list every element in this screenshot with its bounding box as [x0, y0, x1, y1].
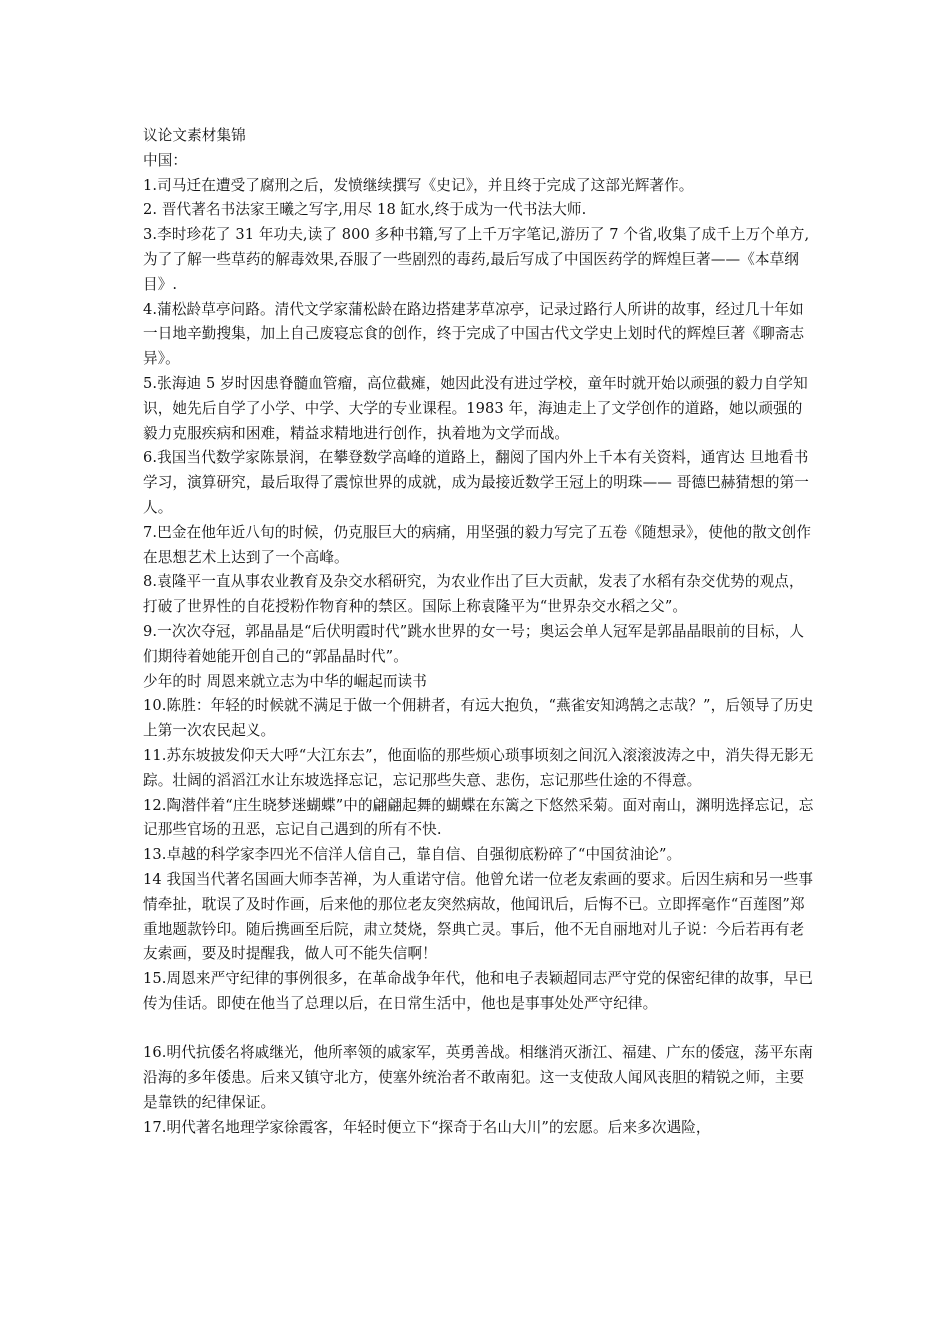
paragraph-13: 13.卓越的科学家李四光不信洋人信自己，靠自信、自强彻底粉碎了“中国贫油论”。 — [143, 846, 682, 864]
paragraph-7: 7.巴金在他年近八旬的时候，仍克服巨大的病痛，用坚强的毅力写完了五卷《随想录》，使他的散文创作在思想艺术上达到了一个高峰。 — [143, 523, 812, 566]
paragraph-15: 15.周恩来严守纪律的事例很多，在革命战争年代，他和电子表颖超同志严守党的保密纪律的故事，早已传为佳话。即使在他当了总理以后，在日常生活中，他也是事事处处严守纪律。 — [143, 970, 814, 1012]
document-title: 议论文素材集锦 — [143, 127, 246, 144]
paragraph-11: 11.苏东坡披发仰天大呼“大江东去”，他面临的那些烦心琐事顷刻之间沉入滚滚波涛之中，消失得无影无踪。壮阔的滔滔江水让东坡选择忘记，忘记那些失意、悲伤，忘记那些仕途的不得意。 — [143, 746, 814, 789]
document-body — [143, 124, 817, 1141]
paragraph-12: 12.陶潜伴着“庄生晓梦迷蝴蝶”中的翩翩起舞的蝴蝶在东篱之下悠然采菊。面对南山，渊明选择忘记，忘记那些官场的丑恶，忘记自己遇到的所有不快. — [143, 796, 814, 839]
paragraph-6: 6.我国当代数学家陈景润，在攀登数学高峰的道路上，翻阅了国内外上千本有关资料，通宵达 旦地看书学习，演算研究，最后取得了震惊世界的成就，成为最接近数学王冠上的明珠—— 哥德巴赫猜想的第一人。 — [143, 449, 809, 516]
paragraph-16: 16.明代抗倭名将戚继光，他所率领的戚家军，英勇善战。相继消灭浙江、福建、广东的倭寇，荡平东南沿海的多年倭患。后来又镇守北方，使塞外统治者不敢南犯。这一支使敌人闻风丧胆的精锐之师，主要是靠铁的纪律保证。 — [143, 1044, 814, 1112]
paragraph-zhou-enlai-youth: 少年的时 周恩来就立志为中华的崛起而读书 — [143, 672, 427, 690]
paragraph-3: 3.李时珍花了 31 年功夫,读了 800 多种书籍,写了上千万字笔记,游历了 7 个省,收集了成千上万个单方,为了了解一些草药的解毒效果,吞服了一些剧烈的毒药,最后写成了中国医药学的辉煌巨著——《本草纲目》. — [143, 226, 810, 293]
paragraph-5: 5.张海迪 5 岁时因患脊髓血管瘤，高位截瘫，她因此没有进过学校，童年时就开始以顽强的毅力自学知识，她先后自学了小学、中学、大学的专业课程。1983 年，海迪走上了文学创作的道路，她以顽强的毅力克服疾病和困难，精益求精地进行创作，执着地为文学而战。 — [143, 374, 808, 442]
paragraph-4: 4.蒲松龄草亭问路。清代文学家蒲松龄在路边搭建茅草凉亭，记录过路行人所讲的故事，经过几十年如一日地辛勤搜集，加上自己废寝忘食的创作，终于完成了中国古代文学史上划时代的辉煌巨著《聊斋志异》。 — [143, 300, 805, 368]
paragraph-8: 8.袁隆平一直从事农业教育及杂交水稻研究，为农业作出了巨大贡献，发表了水稻有杂交优势的观点，打破了世界性的自花授粉作物育种的禁区。国际上称袁隆平为“世界杂交水稻之父”。 — [143, 573, 804, 616]
paragraph-2: 2. 晋代著名书法家王曦之写字,用尽 18 缸水,终于成为一代书法大师. — [143, 201, 587, 219]
paragraph-17: 17.明代著名地理学家徐霞客，年轻时便立下“探奇于名山大川”的宏愿。后来多次遇险， — [143, 1118, 711, 1136]
paragraph-14: 14 我国当代著名国画大师李苦禅，为人重诺守信。他曾允诺一位老友索画的要求。后因生病和另一些事情牵扯，耽误了及时作画，后来他的那位老友突然病故，他闻讯后，后悔不已。立即挥毫作“百莲图”郑重地题款钤印。随后携画至后院，肃立焚烧，祭典亡灵。事后，他不无自丽地对儿子说：今后若再有老友索画，要及时提醒我，做人可不能失信啊！ — [143, 870, 814, 963]
paragraph-1: 1.司马迁在遭受了腐刑之后，发愤继续撰写《史记》，并且终于完成了这部光辉著作。 — [143, 176, 694, 194]
paragraph-9: 9.一次次夺冠，郭晶晶是“后伏明霞时代”跳水世界的女一号；奥运会单人冠军是郭晶晶眼前的目标，人们期待着她能开创自己的“郭晶晶时代”。 — [143, 622, 805, 665]
blank-line — [143, 1017, 817, 1042]
section-heading: 中国： — [143, 151, 188, 169]
paragraph-10: 10.陈胜：年轻的时候就不满足于做一个佣耕者，有远大抱负，“燕雀安知鸿鹄之志哉？”，后领导了历史上第一次农民起义。 — [143, 697, 814, 740]
